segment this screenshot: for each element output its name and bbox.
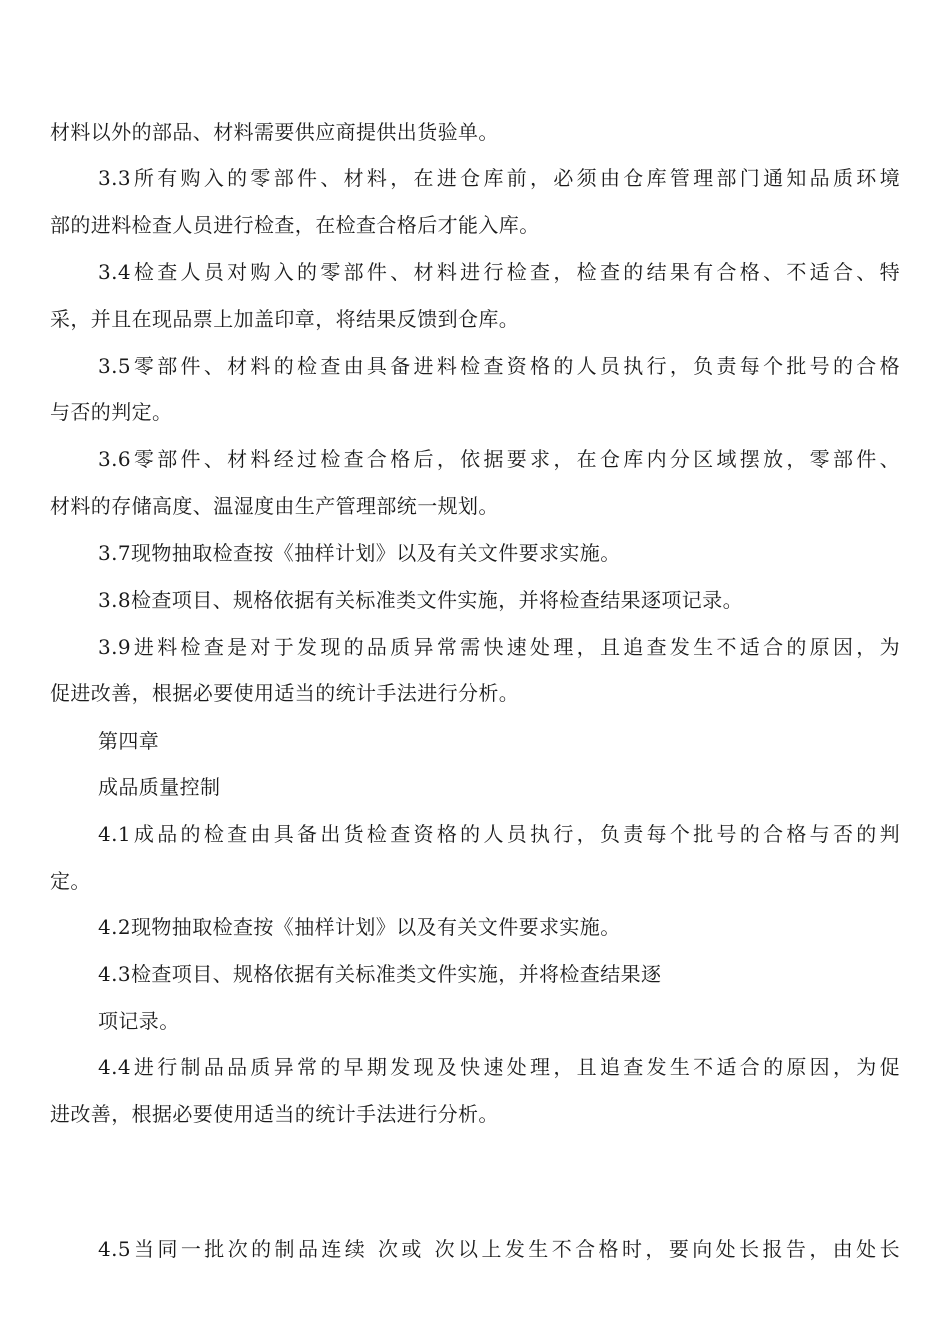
paragraph-line: 4.5当同一批次的制品连续 次或 次以上发生不合格时，要向处长报告，由处长 — [98, 1237, 900, 1261]
paragraph-line: 3.4检查人员对购入的零部件、材料进行检查，检查的结果有合格、不适合、特 — [98, 260, 900, 284]
chapter-heading: 第四章 — [98, 729, 160, 753]
paragraph-line: 促进改善，根据必要使用适当的统计手法进行分析。 — [50, 681, 520, 705]
paragraph-line: 采，并且在现品票上加盖印章，将结果反馈到仓库。 — [50, 307, 520, 331]
paragraph-line: 与否的判定。 — [50, 400, 173, 424]
paragraph-line: 4.1成品的检查由具备出货检查资格的人员执行，负责每个批号的合格与否的判 — [98, 822, 900, 846]
section-title: 成品质量控制 — [98, 775, 221, 799]
paragraph-line: 3.6零部件、材料经过检查合格后，依据要求，在仓库内分区域摆放，零部件、 — [98, 447, 900, 471]
paragraph-line: 3.3所有购入的零部件、材料，在进仓库前，必须由仓库管理部门通知品质环境 — [98, 166, 900, 190]
paragraph-line: 定。 — [50, 869, 91, 893]
paragraph-line: 项记录。 — [98, 1009, 180, 1033]
paragraph-line: 3.9进料检查是对于发现的品质异常需快速处理，且追查发生不适合的原因，为 — [98, 635, 900, 659]
paragraph-line: 4.2现物抽取检查按《抽样计划》以及有关文件要求实施。 — [98, 915, 621, 939]
paragraph-line: 材料以外的部品、材料需要供应商提供出货验单。 — [50, 120, 499, 144]
paragraph-line: 4.3检查项目、规格依据有关标准类文件实施，并将检查结果逐 — [98, 962, 662, 986]
paragraph-line: 进改善，根据必要使用适当的统计手法进行分析。 — [50, 1102, 499, 1126]
paragraph-line: 部的进料检查人员进行检查，在检查合格后才能入库。 — [50, 213, 540, 237]
paragraph-line: 4.4进行制品品质异常的早期发现及快速处理，且追查发生不适合的原因，为促 — [98, 1055, 900, 1079]
paragraph-line: 3.8检查项目、规格依据有关标准类文件实施，并将检查结果逐项记录。 — [98, 588, 744, 612]
paragraph-line: 材料的存储高度、温湿度由生产管理部统一规划。 — [50, 494, 499, 518]
paragraph-line: 3.7现物抽取检查按《抽样计划》以及有关文件要求实施。 — [98, 541, 621, 565]
paragraph-line: 3.5零部件、材料的检查由具备进料检查资格的人员执行，负责每个批号的合格 — [98, 354, 900, 378]
